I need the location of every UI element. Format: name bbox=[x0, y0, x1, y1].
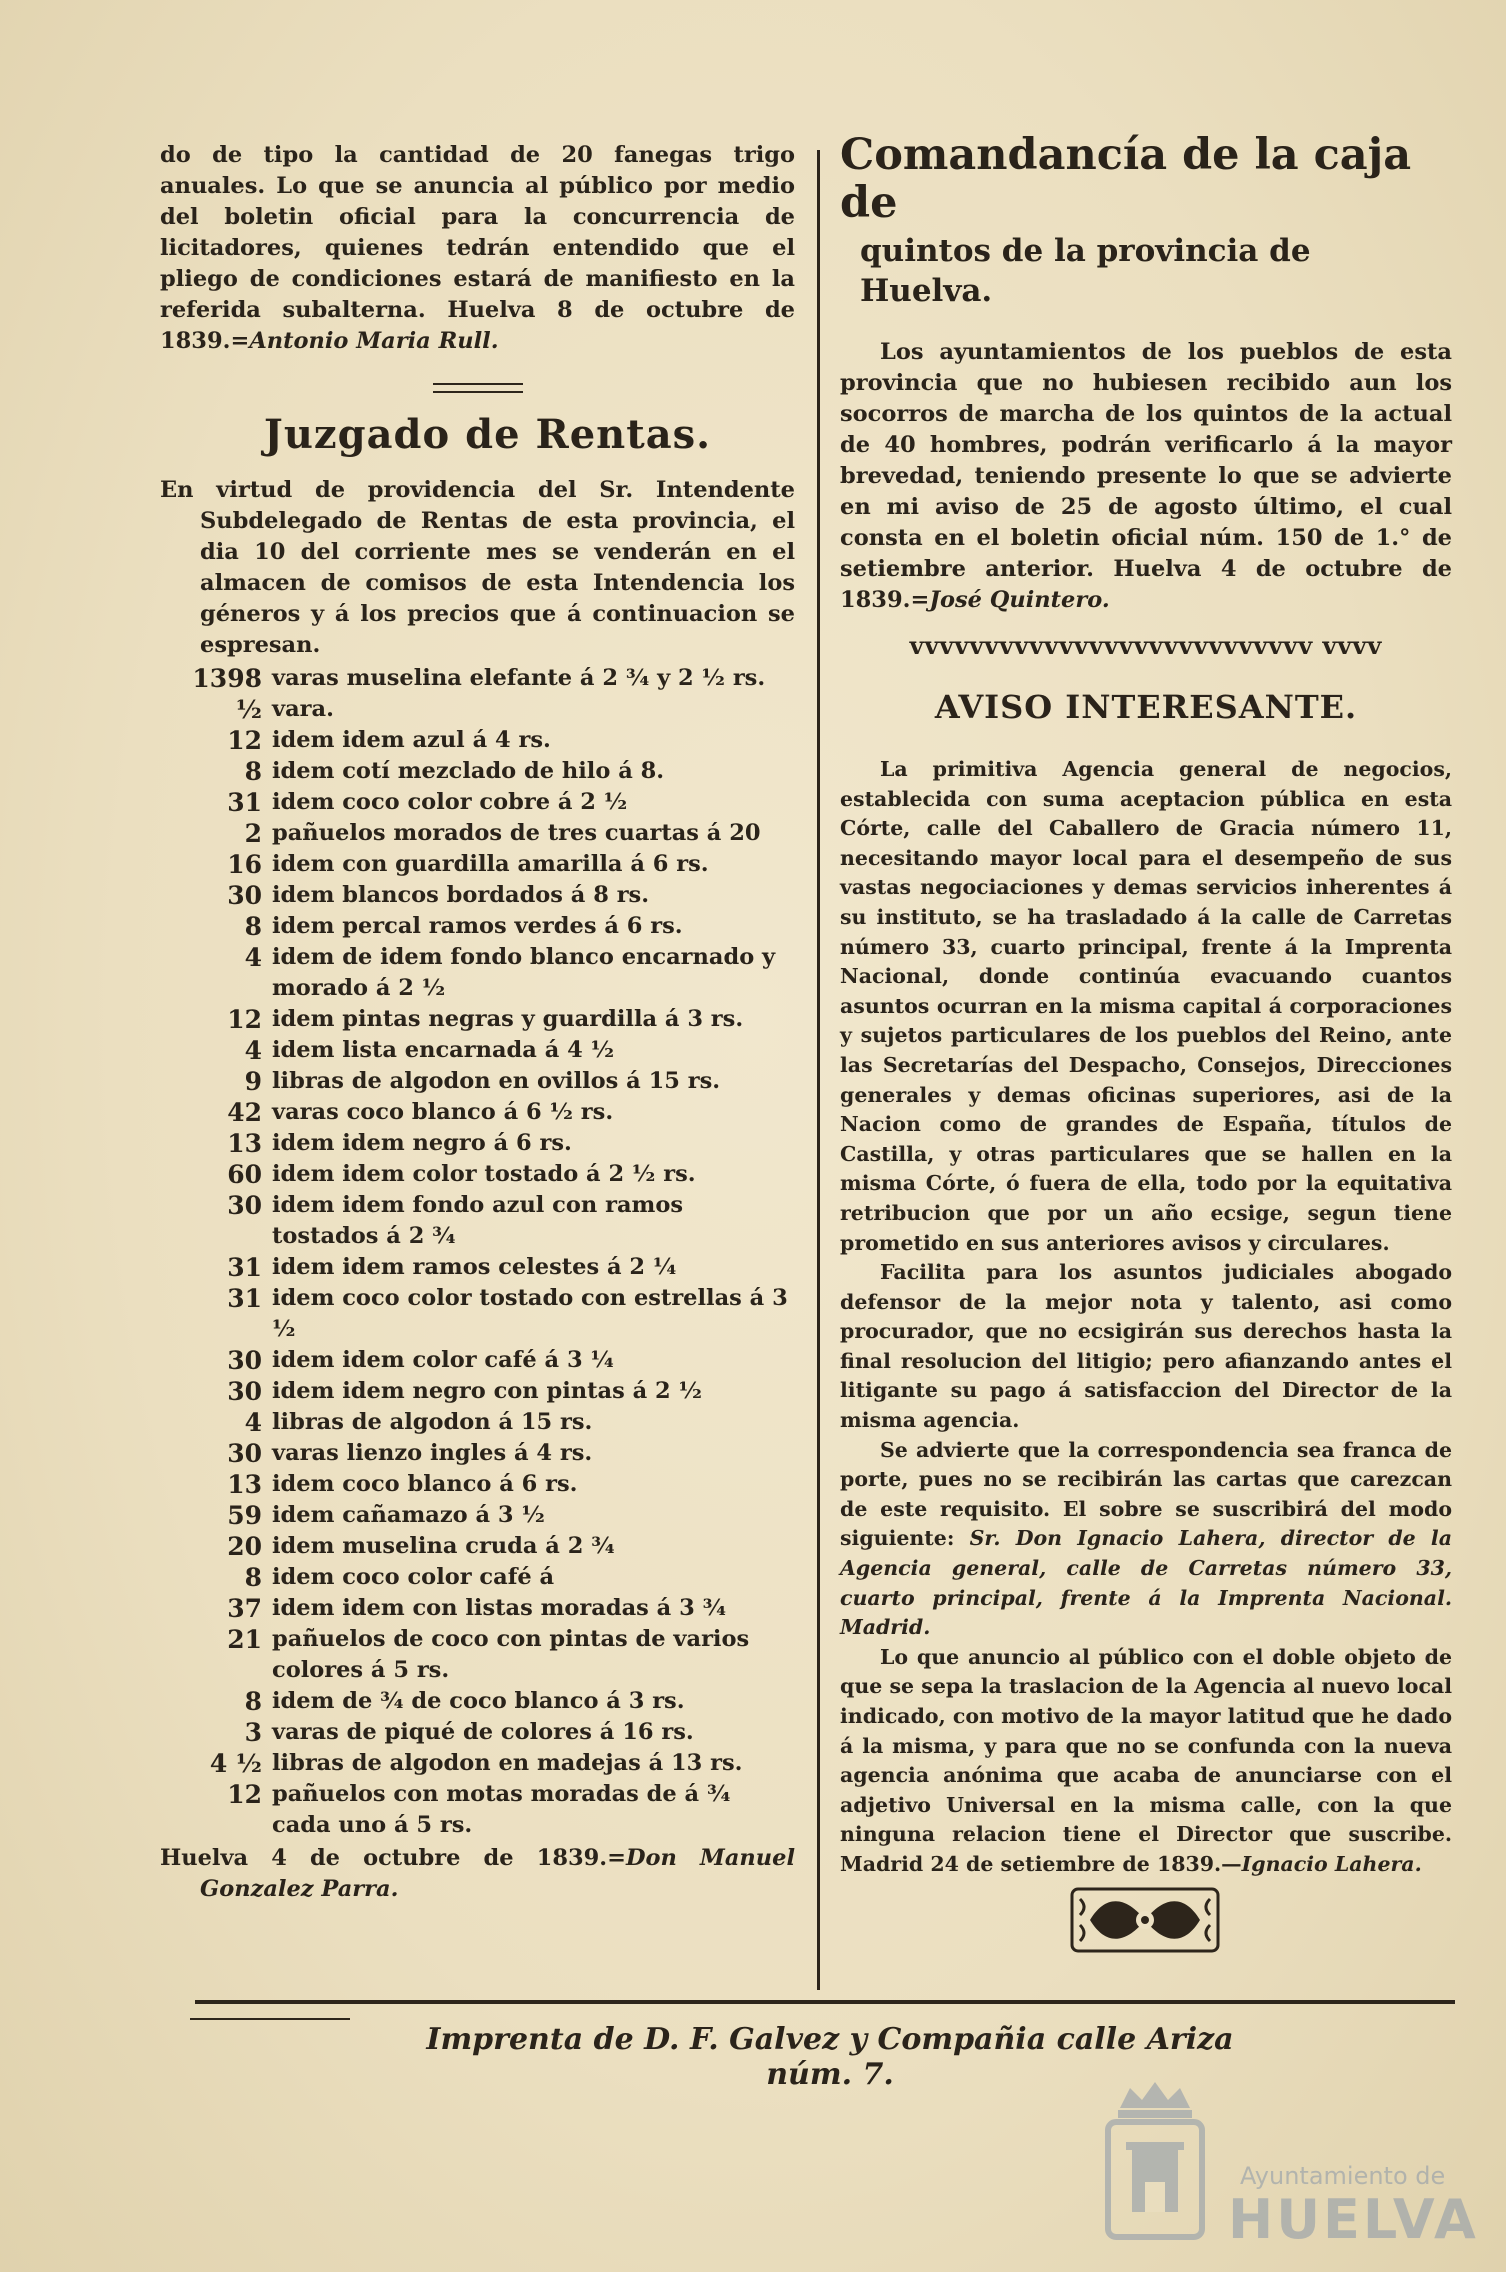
goods-quantity: 4 bbox=[244, 1408, 262, 1437]
juzgado-closing bbox=[160, 1843, 795, 1905]
goods-item bbox=[160, 1407, 795, 1438]
section-divider bbox=[433, 383, 523, 393]
footer-rule bbox=[195, 2000, 1455, 2004]
left-column bbox=[160, 140, 795, 1905]
goods-description: varas lienzo ingles á 4 rs. bbox=[272, 1440, 593, 1466]
goods-description: idem coco color cobre á 2 ½ bbox=[272, 789, 628, 815]
goods-item bbox=[160, 1624, 795, 1686]
watermark-line-1: Ayuntamiento de bbox=[1240, 2162, 1446, 2190]
goods-quantity: 8 bbox=[244, 757, 262, 786]
goods-item bbox=[160, 1035, 795, 1066]
goods-quantity: 30 bbox=[227, 1346, 262, 1375]
comandancia-body bbox=[840, 337, 1452, 616]
goods-description: idem coco color café á bbox=[272, 1564, 555, 1590]
intro-text: do de tipo la cantidad de 20 fanegas trigo anuales. Lo que se anuncia al público por medio del boletin oficial para la concurrencia de licitadores, quienes tedrán entendido que el pliego de condiciones estará de manifiesto en la referida subalterna. Huelva 8 de octubre de 1839.= bbox=[160, 142, 795, 354]
goods-description: idem lista encarnada á 4 ½ bbox=[272, 1037, 615, 1063]
goods-description: idem idem color café á 3 ¼ bbox=[272, 1347, 614, 1373]
goods-quantity: 8 bbox=[244, 1563, 262, 1592]
goods-item bbox=[160, 1686, 795, 1717]
goods-description: idem coco blanco á 6 rs. bbox=[272, 1471, 578, 1497]
goods-description: idem pintas negras y guardilla á 3 rs. bbox=[272, 1006, 744, 1032]
goods-item bbox=[160, 1469, 795, 1500]
aviso-address: Sr. Don Ignacio Lahera, director de la Agencia general, calle de Carretas número 33, cuarto principal, frente á la Imprenta Nacional. Madrid. bbox=[840, 1526, 1452, 1640]
comandancia-subheading: quintos de la provincia de Huelva. bbox=[860, 233, 1311, 309]
intro-signature: Antonio Maria Rull. bbox=[249, 328, 499, 354]
goods-quantity: 12 bbox=[227, 1780, 262, 1809]
ornamental-rule: vvvvvvvvvvvvvvvvvvvvvvvvvvv vvvv bbox=[909, 631, 1383, 660]
goods-quantity: 4 bbox=[244, 1036, 262, 1065]
goods-description: libras de algodon en ovillos á 15 rs. bbox=[272, 1068, 721, 1094]
goods-item bbox=[160, 787, 795, 818]
goods-description: libras de algodon á 15 rs. bbox=[272, 1409, 593, 1435]
goods-item bbox=[160, 1004, 795, 1035]
footer-rule-short bbox=[190, 2018, 350, 2020]
goods-item bbox=[160, 1593, 795, 1624]
comandancia-signature: José Quintero. bbox=[929, 587, 1110, 613]
aviso-paragraph-4-text: Lo que anuncio al público con el doble objeto de que se sepa la traslacion de la Agencia al nuevo local indicado, con motivo de la mayor latitud que he dado á la misma, y para que no se confunda con la nueva agencia anónima que acaba de anunciarse con el adjetivo Universal en la misma calle, con la que ninguna relacion tiene el Director que suscribe. Madrid 24 de setiembre de 1839.— bbox=[840, 1644, 1452, 1876]
comandancia-text: Los ayuntamientos de los pueblos de esta provincia que no hubiesen recibido aun los socorros de marcha de los quintos de la actual de 40 hombres, podrán verificarlo á la mayor brevedad, teniendo presente lo que se advierte en mi aviso de 25 de agosto último, el cual consta en el boletin oficial núm. 150 de 1.° de setiembre anterior. Huelva 4 de octubre de 1839.= bbox=[840, 339, 1452, 613]
ornament-tailpiece-icon bbox=[1070, 1885, 1220, 1955]
goods-quantity: 2 bbox=[244, 819, 262, 848]
aviso-signature: Ignacio Lahera. bbox=[1241, 1851, 1422, 1876]
goods-item bbox=[160, 1779, 795, 1841]
goods-item bbox=[160, 818, 795, 849]
goods-item bbox=[160, 1438, 795, 1469]
goods-quantity: 21 bbox=[227, 1625, 262, 1654]
aviso-section bbox=[840, 755, 1452, 1880]
goods-item bbox=[160, 849, 795, 880]
goods-description: pañuelos con motas moradas de á ¾ cada uno á 5 rs. bbox=[272, 1781, 731, 1838]
comandancia-heading: Comandancía de la caja de bbox=[840, 130, 1412, 228]
goods-description: idem idem azul á 4 rs. bbox=[272, 727, 551, 753]
goods-quantity: 30 bbox=[227, 881, 262, 910]
aviso-paragraph-3-text: Se advierte que la correspondencia sea franca de porte, pues no se recibirán las cartas que carezcan de este requisito. El sobre se suscribirá del modo siguiente: bbox=[840, 1437, 1452, 1551]
goods-quantity: 12 bbox=[227, 1005, 262, 1034]
watermark-line-2: HUELVA bbox=[1228, 2188, 1479, 2251]
goods-item bbox=[160, 1159, 795, 1190]
goods-item bbox=[160, 1066, 795, 1097]
goods-quantity: 8 bbox=[244, 912, 262, 941]
goods-quantity: 3 bbox=[244, 1718, 262, 1747]
goods-description: idem de idem fondo blanco encarnado y morado á 2 ½ bbox=[272, 944, 776, 1001]
goods-description: idem idem negro con pintas á 2 ½ bbox=[272, 1378, 702, 1404]
goods-description: idem idem con listas moradas á 3 ¾ bbox=[272, 1595, 727, 1621]
goods-description: idem idem ramos celestes á 2 ¼ bbox=[272, 1254, 677, 1280]
goods-quantity: 20 bbox=[227, 1532, 262, 1561]
goods-item bbox=[160, 663, 795, 725]
goods-quantity: 4 bbox=[244, 943, 262, 972]
goods-description: idem muselina cruda á 2 ¾ bbox=[272, 1533, 615, 1559]
huelva-crest-icon bbox=[1090, 2070, 1220, 2245]
goods-description: idem coco color tostado con estrellas á 3 ½ bbox=[272, 1285, 788, 1342]
goods-description: idem cotí mezclado de hilo á 8. bbox=[272, 758, 665, 784]
closing-text: Huelva 4 de octubre de 1839.= bbox=[160, 1845, 626, 1871]
aviso-paragraph-4 bbox=[840, 1643, 1452, 1880]
goods-description: varas muselina elefante á 2 ¾ y 2 ½ rs. vara. bbox=[272, 665, 766, 722]
goods-description: idem de ¾ de coco blanco á 3 rs. bbox=[272, 1688, 685, 1714]
goods-quantity: 13 bbox=[227, 1470, 262, 1499]
juzgado-lead: En virtud de providencia del Sr. Intendente Subdelegado de Rentas de esta provincia, el dia 10 del corriente mes se venderán en el almacen de comisos de esta Intendencia los géneros y á los precios que á continuacion se espresan. bbox=[160, 477, 795, 658]
goods-quantity: 31 bbox=[227, 1284, 262, 1313]
goods-description: idem idem fondo azul con ramos tostados á 2 ¾ bbox=[272, 1192, 683, 1249]
goods-quantity: 31 bbox=[227, 788, 262, 817]
goods-description: varas coco blanco á 6 ½ rs. bbox=[272, 1099, 614, 1125]
goods-description: libras de algodon en madejas á 13 rs. bbox=[272, 1750, 743, 1776]
goods-quantity: 30 bbox=[227, 1377, 262, 1406]
goods-quantity: 9 bbox=[244, 1067, 262, 1096]
goods-description: idem con guardilla amarilla á 6 rs. bbox=[272, 851, 709, 877]
goods-description: pañuelos de coco con pintas de varios colores á 5 rs. bbox=[272, 1626, 750, 1683]
aviso-heading: AVISO INTERESANTE. bbox=[934, 688, 1358, 726]
goods-item bbox=[160, 1252, 795, 1283]
goods-quantity: 8 bbox=[244, 1687, 262, 1716]
goods-description: pañuelos morados de tres cuartas á 20 bbox=[272, 820, 761, 846]
intro-paragraph bbox=[160, 140, 795, 357]
goods-item bbox=[160, 1748, 795, 1779]
goods-quantity: 37 bbox=[227, 1594, 262, 1623]
goods-description: idem idem color tostado á 2 ½ rs. bbox=[272, 1161, 696, 1187]
closing-signature: Don Manuel Gonzalez Parra. bbox=[200, 1845, 795, 1902]
goods-quantity: 60 bbox=[227, 1160, 262, 1189]
huelva-watermark bbox=[1090, 2070, 1479, 2251]
goods-item bbox=[160, 1128, 795, 1159]
goods-quantity: 12 bbox=[227, 726, 262, 755]
goods-quantity: 30 bbox=[227, 1439, 262, 1468]
goods-item bbox=[160, 1376, 795, 1407]
right-column bbox=[840, 125, 1452, 1880]
aviso-paragraph-2: Facilita para los asuntos judiciales abogado defensor de la mejor nota y talento, asi como procurador, que no ecsigirán sus derechos hasta la final resolucion del litigio; pero afianzando antes el litigante su pago á satisfaccion del Director de la misma agencia. bbox=[840, 1260, 1452, 1433]
goods-item bbox=[160, 1531, 795, 1562]
goods-item bbox=[160, 1190, 795, 1252]
goods-quantity: 1398 ½ bbox=[192, 664, 262, 724]
juzgado-heading: Juzgado de Rentas. bbox=[263, 411, 712, 458]
goods-item bbox=[160, 1097, 795, 1128]
printer-imprint: Imprenta de D. F. Galvez y Compañia calle Ariza núm. 7. bbox=[426, 2022, 1234, 2092]
goods-item bbox=[160, 1562, 795, 1593]
goods-quantity: 13 bbox=[227, 1129, 262, 1158]
column-divider bbox=[817, 150, 820, 1990]
goods-quantity: 42 bbox=[227, 1098, 262, 1127]
goods-quantity: 59 bbox=[227, 1501, 262, 1530]
goods-item bbox=[160, 1283, 795, 1345]
goods-description: idem percal ramos verdes á 6 rs. bbox=[272, 913, 683, 939]
goods-quantity: 16 bbox=[227, 850, 262, 879]
goods-quantity: 4 ½ bbox=[209, 1749, 262, 1778]
aviso-paragraph-1: La primitiva Agencia general de negocios, establecida con suma aceptacion pública en esta Córte, calle del Caballero de Gracia número 11, necesitando mayor local para el desempeño de sus vastas negociaciones y demas servicios inherentes á su instituto, se ha trasladado á la calle de Carretas número 33, cuarto principal, frente á la Imprenta Nacional, donde continúa evacuando cuantos asuntos ocurran en la misma capital á corporaciones y sujetos particulares de los pueblos del Reino, ante las Secretarías del Despacho, Consejos, Direcciones generales y demas oficinas superiores, asi de la Nacion como de grandes de España, títulos de Castilla, y otras particulares que se hallen en la misma Córte, ó fuera de ella, todo por la equitativa retribucion que por un año ecsige, segun tiene prometido en sus anteriores avisos y circulares. bbox=[840, 757, 1452, 1255]
goods-description: idem cañamazo á 3 ½ bbox=[272, 1502, 545, 1528]
goods-quantity: 30 bbox=[227, 1191, 262, 1220]
goods-description: idem idem negro á 6 rs. bbox=[272, 1130, 572, 1156]
goods-list bbox=[160, 663, 795, 1841]
goods-item bbox=[160, 1717, 795, 1748]
goods-item bbox=[160, 942, 795, 1004]
goods-item bbox=[160, 880, 795, 911]
goods-description: varas de piqué de colores á 16 rs. bbox=[272, 1719, 694, 1745]
goods-item bbox=[160, 1500, 795, 1531]
aviso-paragraph-3 bbox=[840, 1436, 1452, 1643]
goods-item bbox=[160, 756, 795, 787]
goods-item bbox=[160, 725, 795, 756]
goods-item bbox=[160, 1345, 795, 1376]
goods-quantity: 31 bbox=[227, 1253, 262, 1282]
goods-item bbox=[160, 911, 795, 942]
goods-description: idem blancos bordados á 8 rs. bbox=[272, 882, 650, 908]
